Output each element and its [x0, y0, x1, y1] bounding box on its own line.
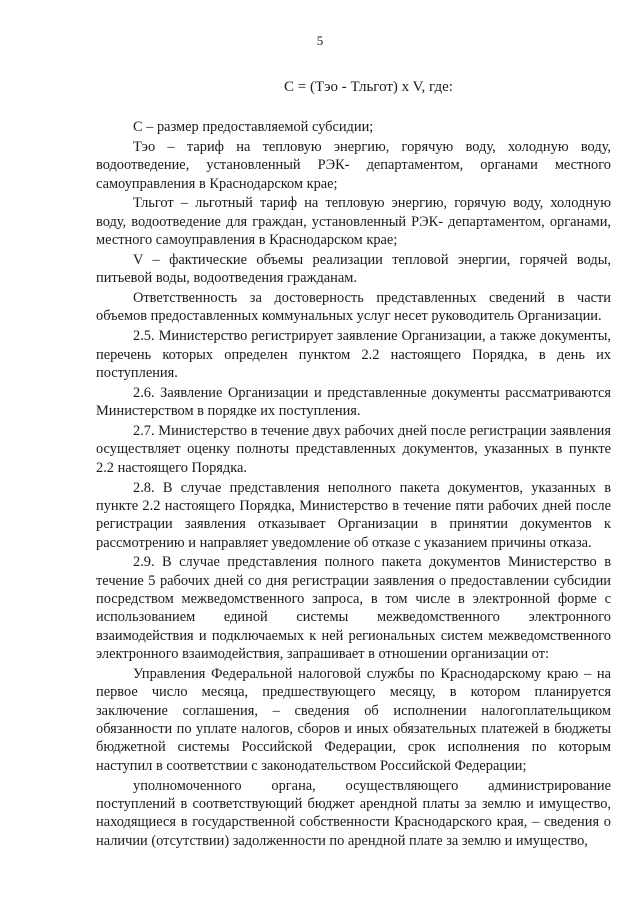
paragraph-tlgot-definition: Тльгот – льготный тариф на тепловую энергию, горячую воду, холодную воду, водоотведение для граждан, установленный РЭК- департаментом, органами, местного самоуправления в Краснодарском крае; — [96, 195, 611, 249]
page-number: 5 — [316, 33, 324, 48]
paragraph-2-8: 2.8. В случае представления неполного пакета документов, указанных в пункте 2.2 настоящего Порядка, Министерство в течение пяти рабочих дней после регистрации заявления отказывает Организации в принятии документов к рассмотрению и направляет уведомление об отказе с указанием причины отказа. — [96, 479, 611, 551]
paragraph-2-7: 2.7. Министерство в течение двух рабочих дней после регистрации заявления осуществляет оценку полноты представленных документов, указанных в пункте 2.2 настоящего Порядка. — [96, 423, 611, 476]
document-body — [96, 118, 611, 851]
paragraph-2-9: 2.9. В случае представления полного пакета документов Министерство в течение 5 рабочих дней со дня регистрации заявления о предоставлении субсидии посредством межведомственного запроса, в том числе в электронной форме с использованием единой системы межведомственного электронного взаимодействия и подключаемых к ней региональных систем межведомственного электронного взаимодействия, запрашивает в отношении организации от: — [96, 554, 611, 663]
paragraph-2-5: 2.5. Министерство регистрирует заявление Организации, а также документы, перечень которых определен пунктом 2.2 настоящего Порядка, в день их поступления. — [96, 328, 611, 381]
paragraph-teo-definition: Тэо – тариф на тепловую энергию, горячую воду, холодную воду, водоотведение, установленный РЭК- департаментом, органами местного самоуправления в Краснодарском крае; — [96, 138, 611, 192]
paragraph-2-6: 2.6. Заявление Организации и представленные документы рассматриваются Министерством в порядке их поступления. — [96, 384, 611, 420]
paragraph-c-definition: C – размер предоставляемой субсидии; — [133, 119, 374, 135]
paragraph-authorized-body: уполномоченного органа, осуществляющего администрирование поступлений в соответствующий бюджет арендной платы за землю и имущество, находящиеся в государственной собственности Краснодарского края, – сведения о наличии (отсутствии) задолженности по арендной плате за землю и имущество, — [96, 777, 611, 849]
subsidy-formula: C = (Тэо - Тльгот) x V, где: — [284, 79, 453, 95]
paragraph-tax-service: Управления Федеральной налоговой службы по Краснодарскому краю – на первое число месяца, предшествующего месяцу, в котором планируется заключение соглашения, – сведения об исполнении налогоплательщиком обязанности по уплате налогов, сборов и иных обязательных платежей в бюджеты бюджетной системы Российской Федерации, срок исполнения по которым наступил в соответствии с законодательством Российской Федерации; — [96, 665, 611, 774]
paragraph-responsibility: Ответственность за достоверность представленных сведений в части объемов предоставленных коммунальных услуг несет руководитель Организации. — [96, 290, 611, 325]
paragraph-v-definition: V – фактические объемы реализации тепловой энергии, горячей воды, питьевой воды, водоотведения гражданам. — [96, 251, 611, 287]
